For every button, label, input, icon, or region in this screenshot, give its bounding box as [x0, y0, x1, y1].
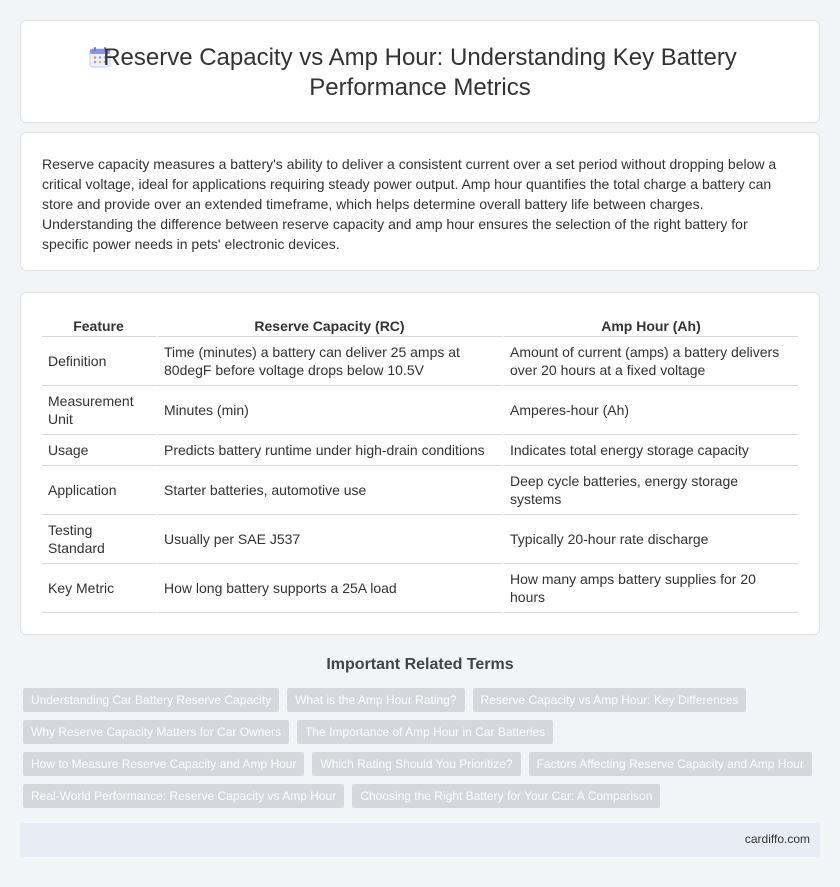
row-ah: Amperes-hour (Ah): [504, 386, 798, 435]
row-rc: Starter batteries, automotive use: [158, 466, 504, 515]
intro-paragraph: Reserve capacity measures a battery's ability to deliver a consistent current over a set period without dropping below a critical voltage, ideal for applications requiring steady power output. Amp hour quantifies the total charge a battery can store and provide over an extended timeframe, which helps determine overall battery life between charges. Understanding the difference between reserve capacity and amp hour ensures the selection of the right battery for specific power needs in pets' electronic devices.: [42, 156, 777, 252]
table-row: [42, 515, 798, 564]
table-row: [42, 435, 798, 466]
related-term-link[interactable]: Reserve Capacity vs Amp Hour: Key Differences: [473, 688, 747, 712]
table-row: [42, 466, 798, 515]
header-feature: Feature: [42, 313, 158, 337]
footer: [20, 823, 820, 857]
related-term-link[interactable]: What is the Amp Hour Rating?: [287, 688, 464, 712]
row-feature: Testing Standard: [42, 515, 158, 564]
related-term-link[interactable]: Which Rating Should You Prioritize?: [312, 752, 520, 776]
row-rc: Predicts battery runtime under high-drain conditions: [158, 435, 504, 466]
comparison-table: [42, 313, 798, 613]
table-row: [42, 386, 798, 435]
row-rc: How long battery supports a 25A load: [158, 564, 504, 613]
related-terms-list: [23, 688, 813, 808]
page-title: Reserve Capacity vs Amp Hour: Understanding Key Battery Performance Metrics: [103, 44, 737, 101]
table-row: [42, 337, 798, 386]
related-term-link[interactable]: Real-World Performance: Reserve Capacity vs Amp Hour: [23, 784, 344, 808]
row-rc: Usually per SAE J537: [158, 515, 504, 564]
row-ah: Indicates total energy storage capacity: [504, 435, 798, 466]
row-ah: How many amps battery supplies for 20 hours: [504, 564, 798, 613]
related-term-link[interactable]: Choosing the Right Battery for Your Car: A Comparison: [352, 784, 660, 808]
related-term-link[interactable]: Understanding Car Battery Reserve Capacity: [23, 688, 279, 712]
row-ah: Amount of current (amps) a battery delivers over 20 hours at a fixed voltage: [504, 337, 798, 386]
comparison-table-card: [20, 292, 820, 635]
row-feature: Usage: [42, 435, 158, 466]
table-row: [42, 564, 798, 613]
footer-site[interactable]: cardiffo.com: [744, 832, 810, 846]
related-term-link[interactable]: Why Reserve Capacity Matters for Car Owners: [23, 720, 289, 744]
title-card: [20, 20, 820, 123]
row-feature: Measurement Unit: [42, 386, 158, 435]
related-term-link[interactable]: The Importance of Amp Hour in Car Batteries: [297, 720, 553, 744]
row-rc: Minutes (min): [158, 386, 504, 435]
table-header-row: [42, 313, 798, 337]
row-rc: Time (minutes) a battery can deliver 25 amps at 80degF before voltage drops below 10.5V: [158, 337, 504, 386]
intro-card: [20, 132, 820, 271]
related-term-link[interactable]: How to Measure Reserve Capacity and Amp Hour: [23, 752, 304, 776]
header-amp-hour: Amp Hour (Ah): [504, 313, 798, 337]
row-feature: Definition: [42, 337, 158, 386]
row-feature: Key Metric: [42, 564, 158, 613]
row-feature: Application: [42, 466, 158, 515]
header-reserve-capacity: Reserve Capacity (RC): [158, 313, 504, 337]
row-ah: Typically 20-hour rate discharge: [504, 515, 798, 564]
related-term-link[interactable]: Factors Affecting Reserve Capacity and Amp Hour: [529, 752, 812, 776]
related-terms-title: Important Related Terms: [326, 656, 514, 673]
row-ah: Deep cycle batteries, energy storage systems: [504, 466, 798, 515]
